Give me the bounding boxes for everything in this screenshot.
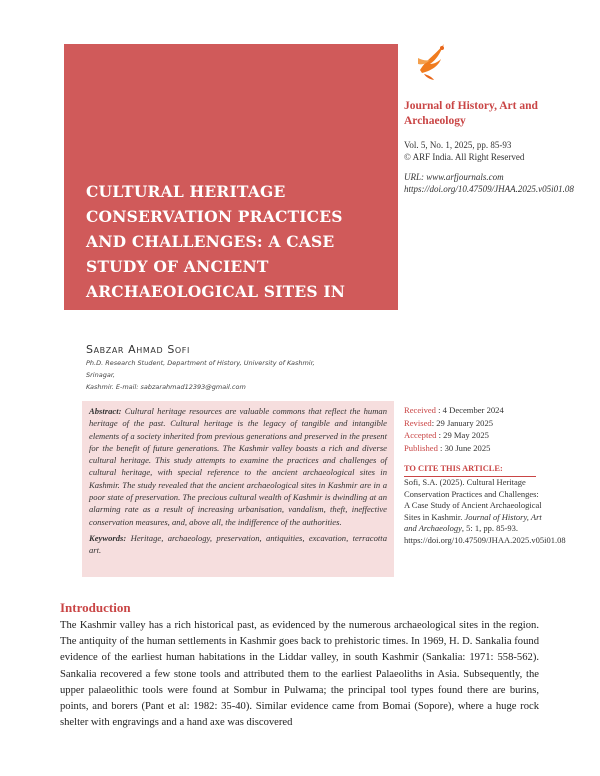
- date-accepted: Accepted : 29 May 2025: [404, 430, 489, 440]
- journal-volume-info: [404, 139, 564, 163]
- rights-line: © ARF India. All Right Reserved: [404, 152, 525, 162]
- keywords-text: Heritage, archaeology, preservation, antiquities, excavation, terracotta art.: [89, 532, 387, 556]
- cite-heading: TO CITE THIS ARTICLE:: [404, 463, 536, 477]
- citation-text: Sofi, S.A. (2025). Cultural Heritage Conservation Practices and Challenges: A Case Study of Ancient Archaeological Sites in Kashmir. Journal of History, Art and Archaeology, 5: 1, pp. 85-93. https://doi.org/10.47509/JHAA.2025.v05i01.08: [404, 477, 566, 545]
- introduction-paragraph: The Kashmir valley has a rich historical past, as evidenced by the numerous archaeological sites in the region. The antiquity of the human settlements in Kashmir goes back to prehistoric times. In 1969, H. D. Sankalia found evidence of the earliest human habitations in the Liddar valley, in south Kashmir (Sankalia: 1971: 558-562). Sankalia recovered a few stone tools and attributed them to the earliest Palaeoliths in Asia. Subsequently, the upper palaeolithic tools were found at Sombur in Pulwama; the principal tool types found there are burins, points, and borers (Pant et al: 1982: 35-40). Similar evidence came from Bomai (Sopore), where a huge rock shelter with engravings and a hand axe was discovered: [60, 620, 539, 729]
- doi-link[interactable]: https://doi.org/10.47509/JHAA.2025.v05i01.08: [404, 184, 574, 194]
- journal-name: Journal of History, Art and Archaeology: [404, 100, 538, 127]
- date-revised: Revised: 29 January 2025: [404, 417, 494, 428]
- date-received: Received : 4 December 2024: [404, 405, 504, 415]
- affiliation-line-1: Ph.D. Research Student, Department of History, University of Kashmir, Srinagar,: [86, 359, 315, 379]
- date-published: Published : 30 June 2025: [404, 442, 491, 453]
- author-affiliation: [86, 357, 316, 393]
- title-box: [64, 44, 398, 326]
- affiliation-line-2: Kashmir. E-mail: sabzarahmad12393@gmail.com: [86, 383, 246, 391]
- arf-bird-logo-icon: [414, 40, 448, 80]
- article-title: CULTURAL HERITAGE CONSERVATION PRACTICES AND CHALLENGES: A CASE STUDY OF ANCIENT ARCHAEOLOGICAL SITES IN KASHMIR: [86, 182, 346, 326]
- keywords-label: Keywords:: [89, 532, 127, 543]
- keywords-paragraph: [89, 532, 387, 557]
- abstract-paragraph: [89, 405, 387, 528]
- journal-url-link[interactable]: URL: www.arfjournals.com: [404, 172, 504, 182]
- article-dates: [404, 404, 564, 454]
- author-name: Sabzar Ahmad Sofi: [86, 343, 190, 356]
- abstract-text: Cultural heritage resources are valuable commons that reflect the human heritage of the past. Cultural heritage is the legacy of tangible and intangible elements of a society inherited from previous generations and preserved in the present for the benefit of future generations. The Kashmir valley boasts a rich and diverse cultural heritage. This study attempts to examine the practices and challenges of cultural heritage, with special reference to the ancient archaeological sites in Kashmir. The study revealed that the ancient archaeological sites in Kashmir are in a poor state of preservation. The precious cultural wealth of Kashmir is dwindling at an alarming rate as a result of increasing urbanisation, vandalism, theft, ineffective conservation measures, and, above all, the indifference of the authorities.: [89, 406, 387, 527]
- abstract-label: Abstract:: [89, 406, 122, 416]
- volume-line: Vol. 5, No. 1, 2025, pp. 85-93: [404, 140, 512, 150]
- abstract-box: [82, 401, 394, 577]
- introduction-heading: Introduction: [60, 600, 131, 615]
- journal-links: [404, 171, 574, 195]
- introduction-body: [60, 618, 539, 731]
